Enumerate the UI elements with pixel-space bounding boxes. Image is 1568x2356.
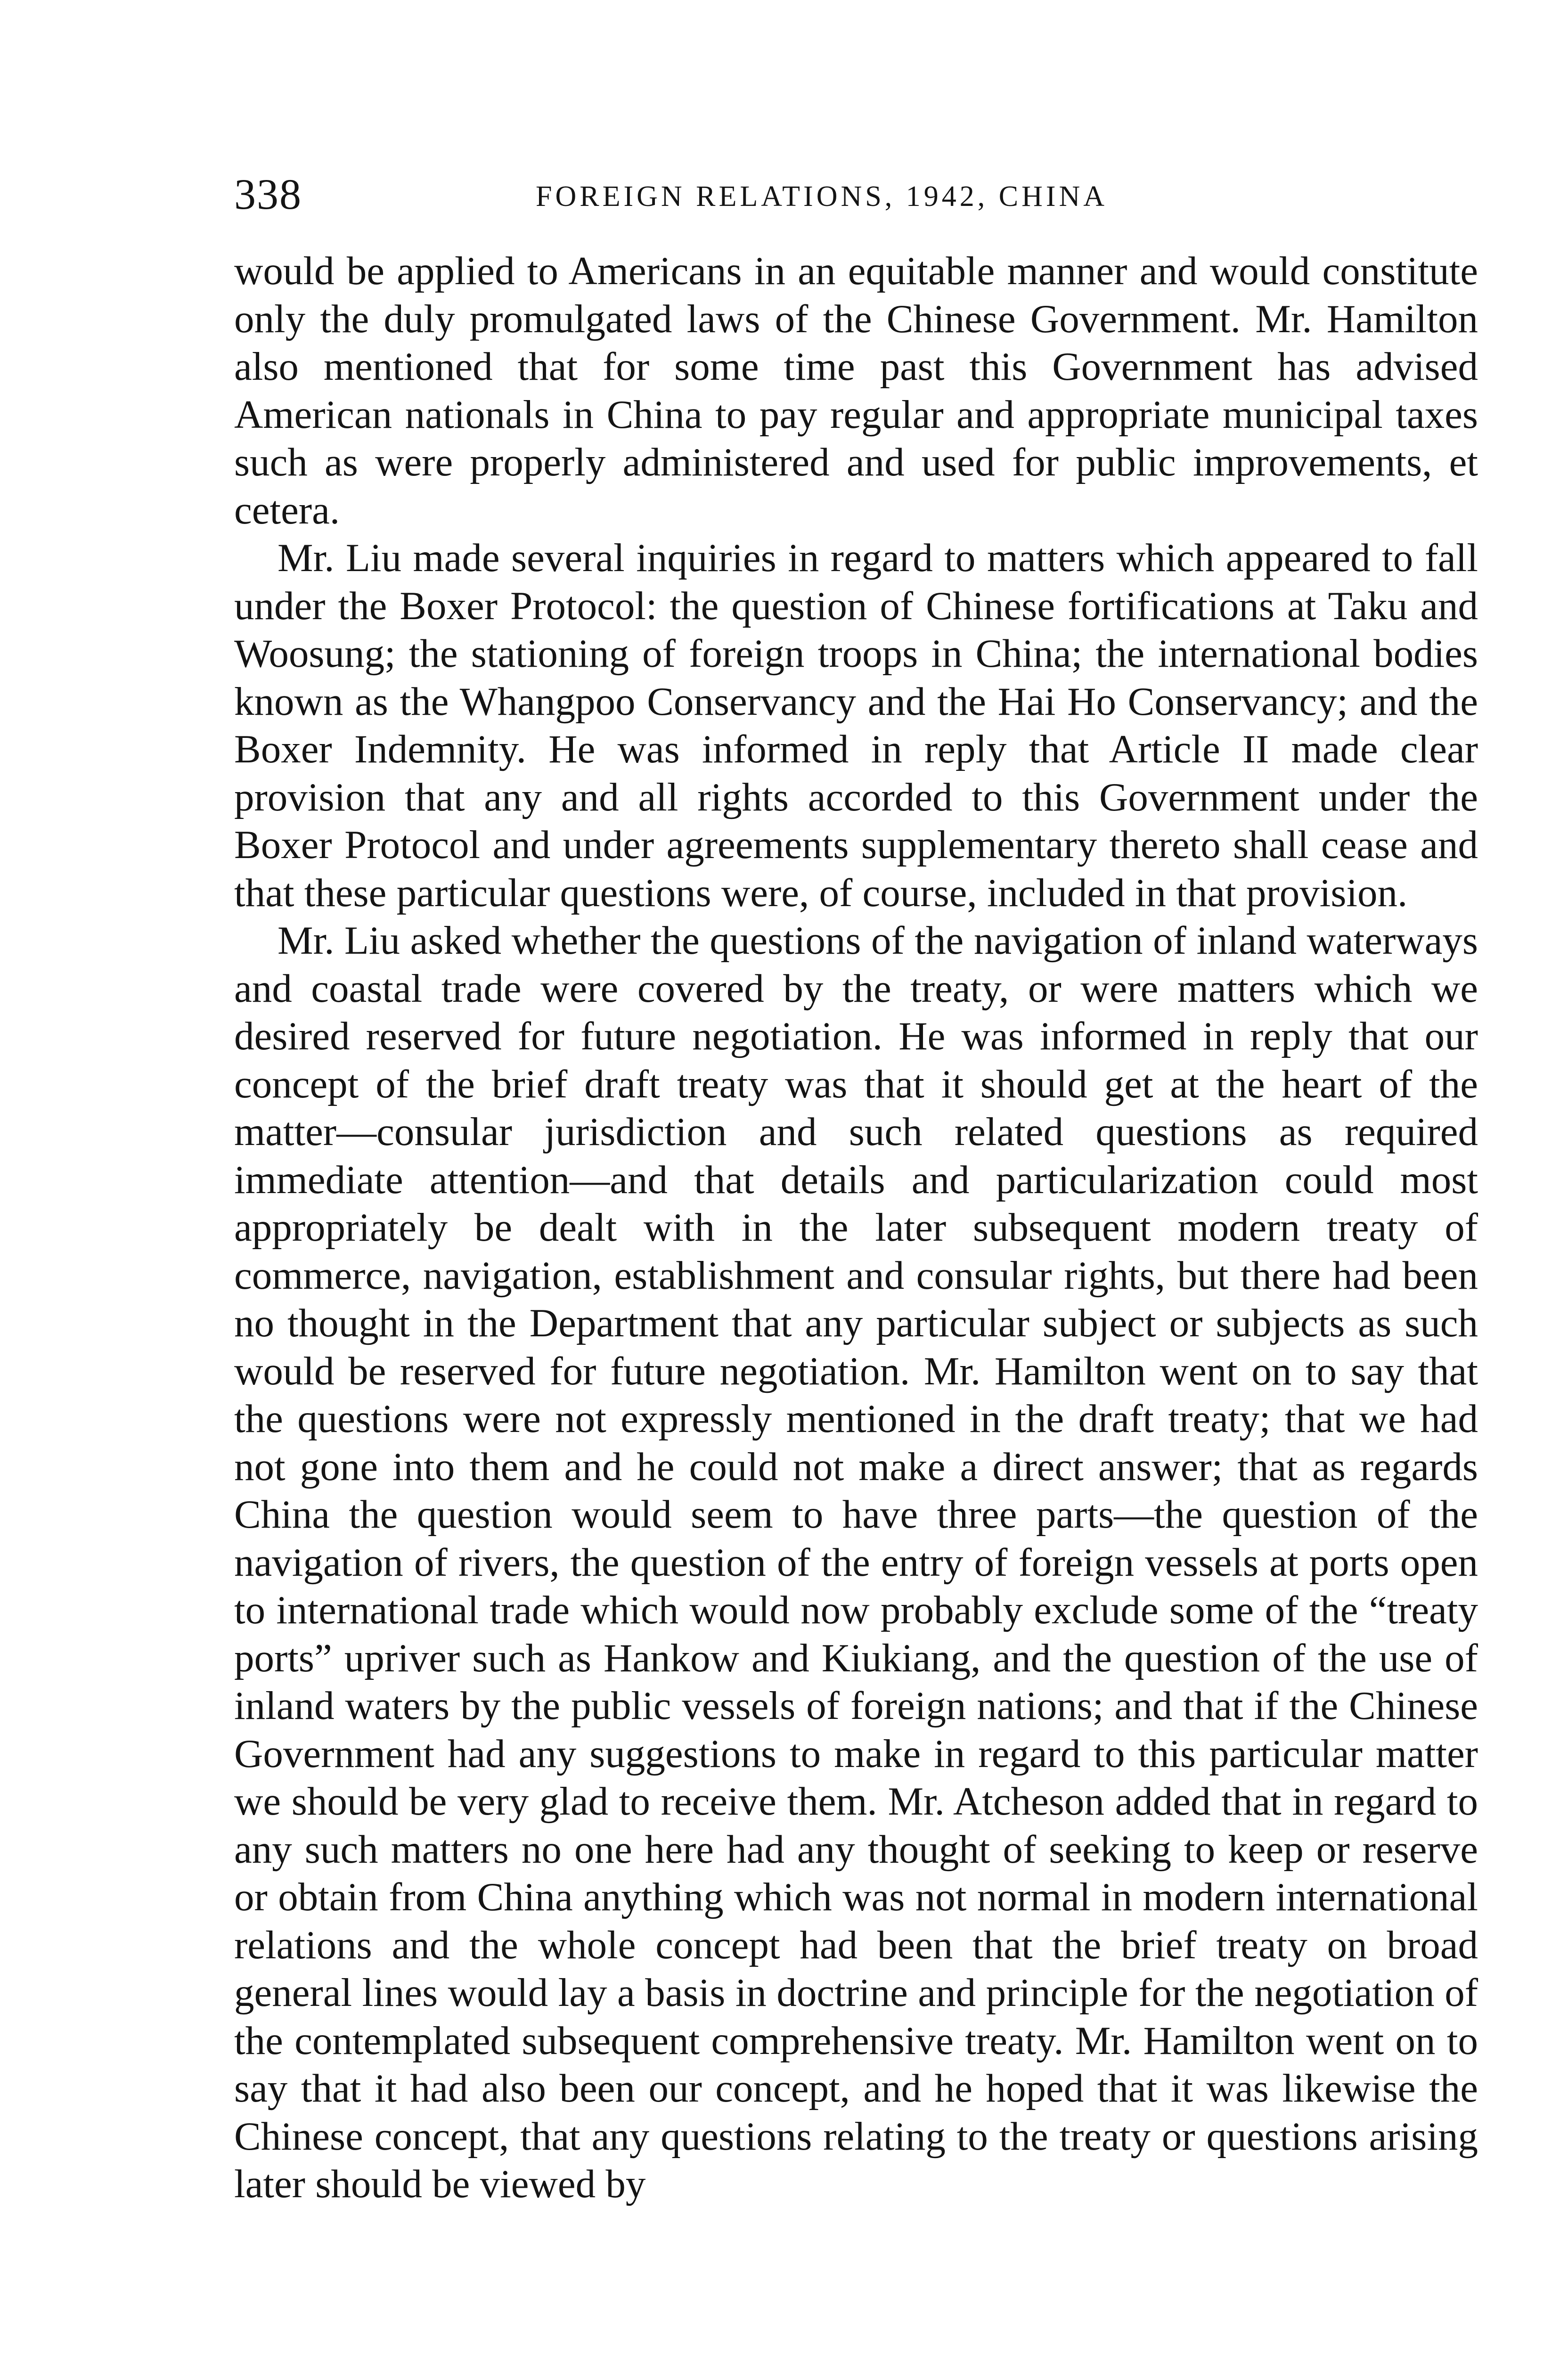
paragraph-continued: would be applied to Americans in an equitable manner and would constitute only the duly promulgated laws of the Chinese Government. Mr. Hamilton also mentioned that for some time past this Government has advised American nationals in China to pay regular and appropriate municipal taxes such as were properly administered and used for public improvements, et cetera. bbox=[234, 249, 1478, 532]
body-text bbox=[234, 247, 1478, 2209]
running-head bbox=[234, 166, 1469, 222]
page-number: 338 bbox=[234, 170, 302, 218]
paragraph-inland-navigation: Mr. Liu asked whether the questions of the navigation of inland waterways and coastal trade were covered by the treaty, or were matters which we desired reserved for future negotiation. He was informed in reply that our concept of the brief draft treaty was that it should get at the heart of the matter—consular jurisdiction and such related questions as required immediate attention—and that details and particularization could most appropriately be dealt with in the later subsequent modern treaty of commerce, navigation, establishment and consular rights, but there had been no thought in the Department that any particular subject or subjects as such would be reserved for future negotiation. Mr. Hamilton went on to say that the questions were not expressly mentioned in the draft treaty; that we had not gone into them and he could not make a direct answer; that as regards China the question would seem to have three parts—the question of the navigation of rivers, the question of the entry of foreign vessels at ports open to international trade which would now probably exclude some of the “treaty ports” upriver such as Hankow and Kiukiang, and the question of the use of inland waters by the public vessels of foreign nations; and that if the Chinese Government had any suggestions to make in regard to this particular matter we should be very glad to receive them. Mr. Atcheson added that in regard to any such matters no one here had any thought of seeking to keep or reserve or obtain from China anything which was not normal in modern international relations and the whole concept had been that the brief treaty on broad general lines would lay a basis in doctrine and principle for the negotiation of the contemplated subsequent comprehensive treaty. Mr. Hamilton went on to say that it had also been our concept, and he hoped that it was likewise the Chinese concept, that any questions relating to the treaty or questions arising later should be viewed by bbox=[234, 918, 1478, 2206]
paragraph-boxer-protocol: Mr. Liu made several inquiries in regard to matters which appeared to fall under the Boxer Protocol: the question of Chinese fortifications at Taku and Woosung; the stationing of foreign troops in China; the international bodies known as the Whangpoo Conservancy and the Hai Ho Conservancy; and the Boxer Indemnity. He was informed in reply that Article II made clear provision that any and all rights accorded to this Government under the Boxer Protocol and under agreements supplementary thereto shall cease and that these particular questions were, of course, included in that provision. bbox=[234, 536, 1478, 915]
running-title: FOREIGN RELATIONS, 1942, CHINA bbox=[536, 180, 1108, 213]
